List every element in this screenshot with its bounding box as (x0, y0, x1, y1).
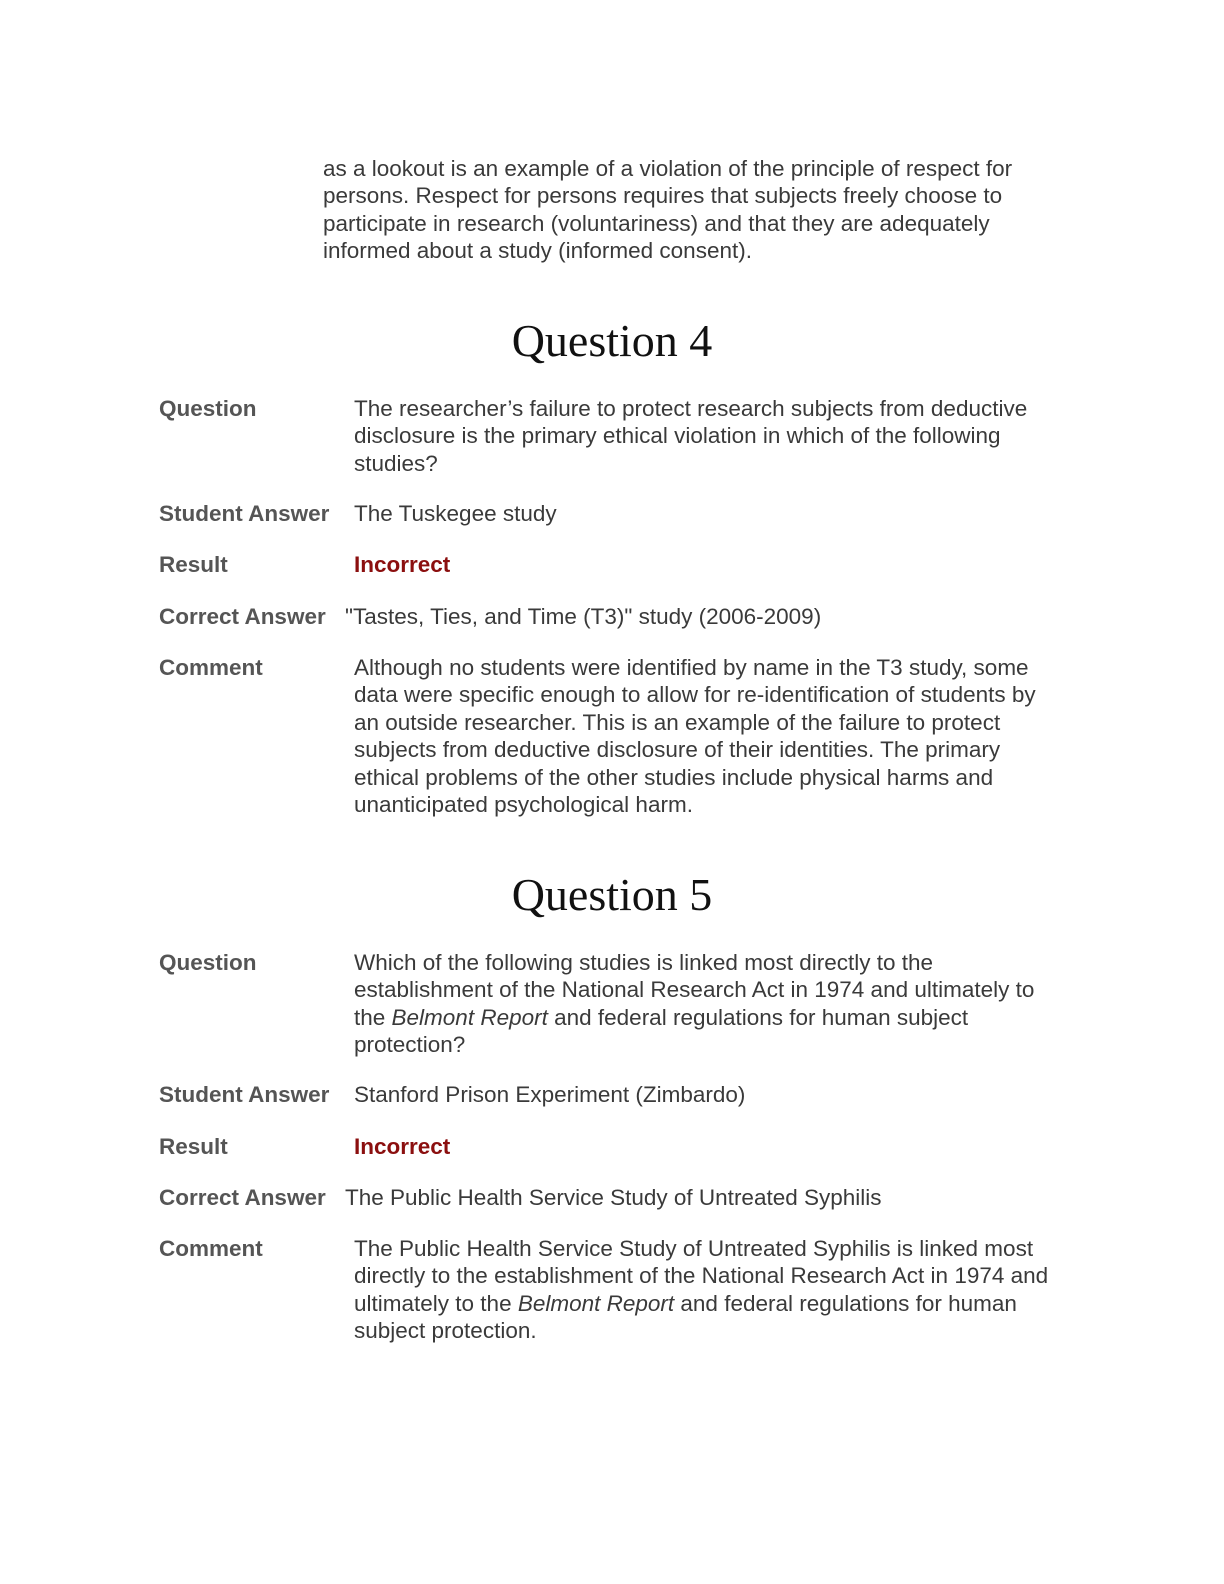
q5-question-text (354, 949, 1054, 1059)
q5-question-text-part1: Which of the following studies is linked most directly to the establishment of the National Research Act in 1974 and ultimately to the (354, 950, 1035, 1030)
q4-student-answer-label: Student Answer (159, 501, 330, 526)
question-5-heading: Question 5 (511, 869, 713, 920)
q5-question-text-part2: and federal regulations for human subject protection? (354, 1004, 969, 1058)
q5-comment-text-part1: The Public Health Service Study of Untreated Syphilis is linked most directly to the establishment of the National Research Act in 1974 and ultimately to the (354, 1236, 1049, 1316)
q4-question-label: Question (159, 396, 257, 421)
q5-result-badge: Incorrect (354, 1134, 451, 1159)
q5-comment-label: Comment (159, 1236, 263, 1261)
q4-comment-label: Comment (159, 655, 263, 680)
q5-student-answer-value: Stanford Prison Experiment (Zimbardo) (354, 1082, 746, 1107)
q4-question-text: The researcher’s failure to protect research subjects from deductive disclosure is the primary ethical violation in which of the following studies? (354, 396, 1028, 476)
q4-result-label: Result (159, 552, 228, 577)
previous-question-comment: as a lookout is an example of a violation of the principle of respect for persons. Respect for persons requires that subjects freely choose to participate in research (voluntariness) and that they are adequately informed about a study (informed consent). (323, 156, 1013, 264)
q5-student-answer-label: Student Answer (159, 1082, 330, 1107)
q4-student-answer-value: The Tuskegee study (354, 501, 557, 526)
q4-correct-answer-value: "Tastes, Ties, and Time (T3)" study (2006-2009) (345, 604, 822, 629)
question-4-heading: Question 4 (511, 315, 713, 366)
q5-question-label: Question (159, 950, 257, 975)
q5-comment-text-part2: and federal regulations for human subject protection. (354, 1290, 1017, 1344)
q5-result-label: Result (159, 1134, 228, 1159)
q5-question-belmont-report: Belmont Report (391, 1004, 548, 1030)
q5-comment-text (354, 1235, 1054, 1345)
q4-correct-answer-label: Correct Answer (159, 604, 326, 629)
q5-correct-answer-value: The Public Health Service Study of Untreated Syphilis (345, 1185, 882, 1210)
q5-correct-answer-label: Correct Answer (159, 1185, 326, 1210)
q4-result-badge: Incorrect (354, 552, 451, 577)
q5-comment-belmont-report: Belmont Report (517, 1290, 675, 1316)
q4-comment-text: Although no students were identified by name in the T3 study, some data were specific enough to allow for re-identification of students by an outside researcher. This is an example of the failure to protect subjects from deductive disclosure of their identities. The primary ethical problems of the other studies include physical harms and unanticipated psychological harm. (354, 655, 1036, 818)
